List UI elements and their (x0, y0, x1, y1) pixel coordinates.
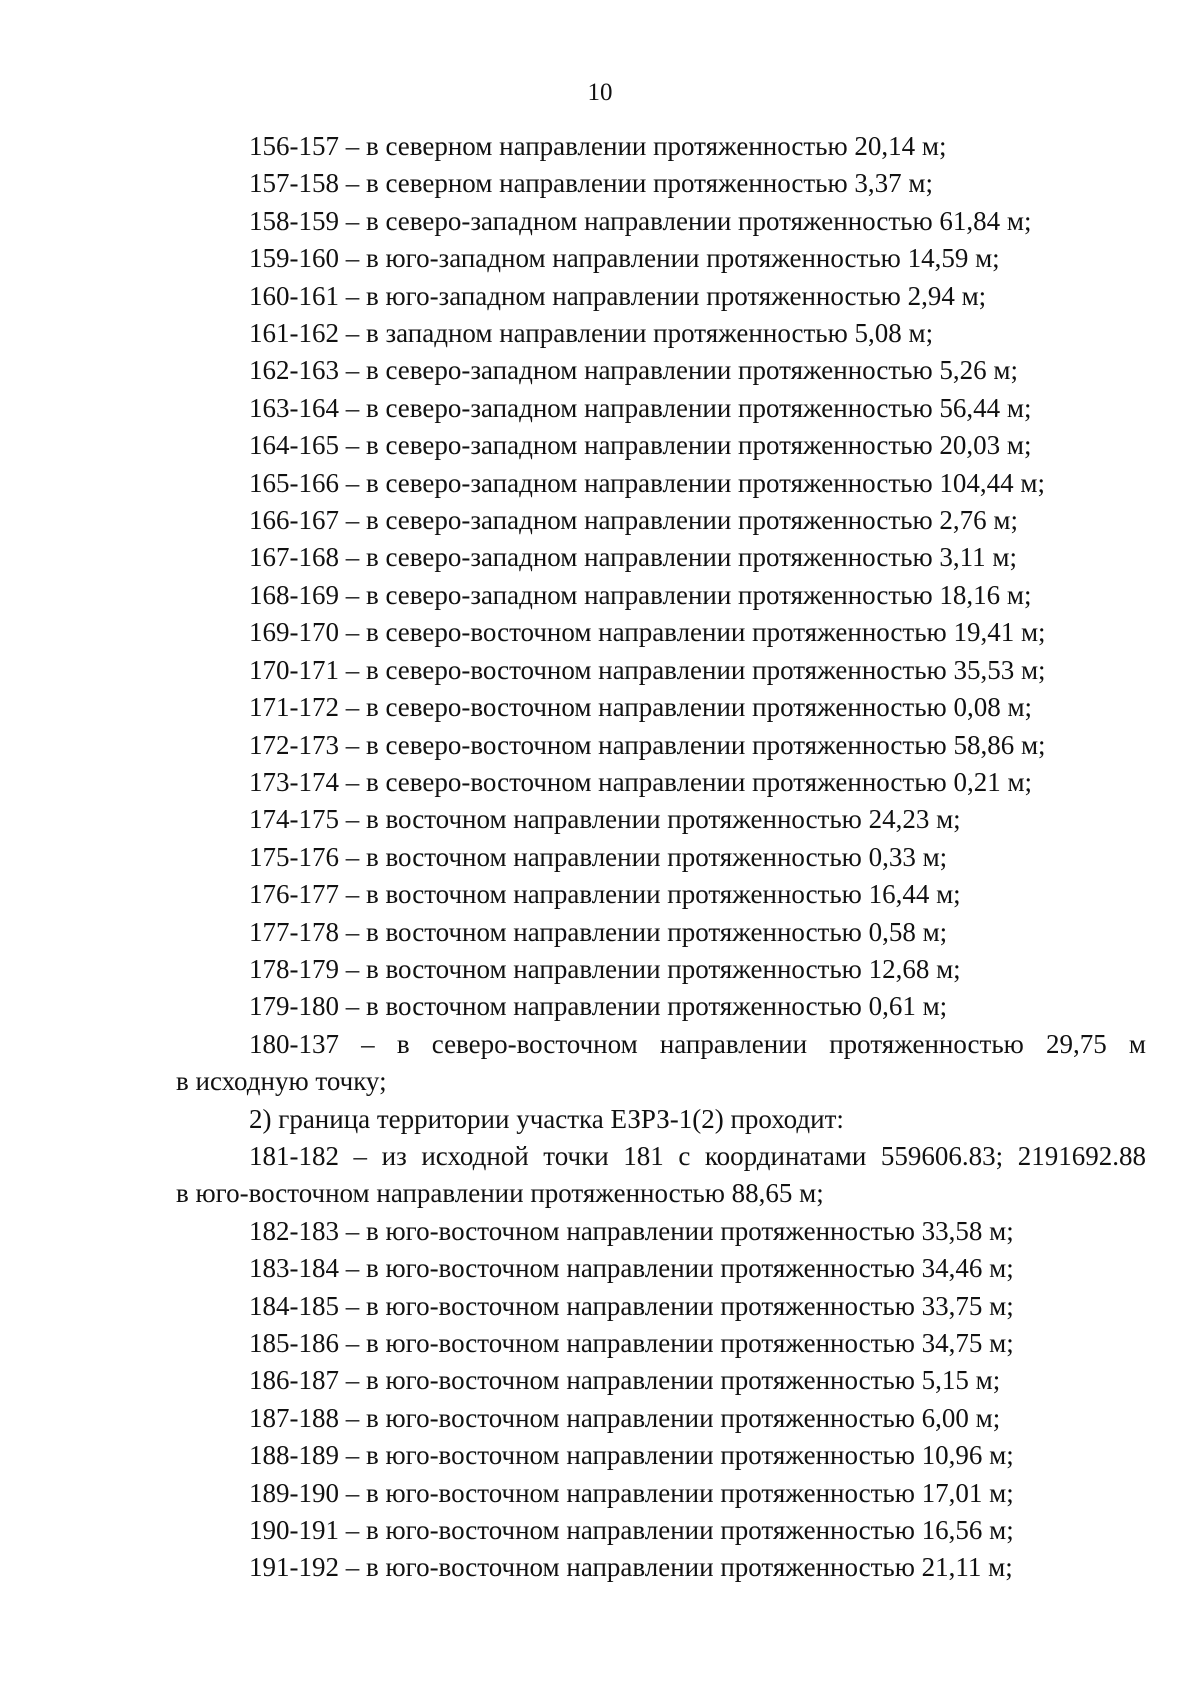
boundary-line-158-159: 158-159 – в северо-западном направлении протяженностью 61,84 м; (249, 205, 1032, 236)
boundary-line-188-189: 188-189 – в юго-восточном направлении протяженностью 10,96 м; (249, 1440, 1014, 1471)
boundary-line-178-179: 178-179 – в восточном направлении протяженностью 12,68 м; (249, 953, 961, 984)
boundary-line-161-162: 161-162 – в западном направлении протяженностью 5,08 м; (249, 318, 934, 349)
boundary-line-190-191: 190-191 – в юго-восточном направлении протяженностью 16,56 м; (249, 1515, 1014, 1546)
boundary-line-189-190: 189-190 – в юго-восточном направлении протяженностью 17,01 м; (249, 1477, 1014, 1508)
boundary-line-168-169: 168-169 – в северо-западном направлении протяженностью 18,16 м; (249, 579, 1032, 610)
boundary-line-181-182-continuation: в юго-восточном направлении протяженностью 88,65 м; (176, 1178, 824, 1209)
boundary-line-179-180: 179-180 – в восточном направлении протяженностью 0,61 м; (249, 991, 948, 1022)
boundary-line-174-175: 174-175 – в восточном направлении протяженностью 24,23 м; (249, 804, 961, 835)
boundary-line-167-168: 167-168 – в северо-западном направлении протяженностью 3,11 м; (249, 542, 1017, 573)
boundary-line-180-137-continuation: в исходную точку; (176, 1066, 387, 1097)
boundary-line-184-185: 184-185 – в юго-восточном направлении протяженностью 33,75 м; (249, 1290, 1014, 1321)
boundary-line-160-161: 160-161 – в юго-западном направлении протяженностью 2,94 м; (249, 280, 987, 311)
boundary-line-159-160: 159-160 – в юго-западном направлении протяженностью 14,59 м; (249, 243, 1000, 274)
boundary-line-183-184: 183-184 – в юго-восточном направлении протяженностью 34,46 м; (249, 1253, 1014, 1284)
boundary-line-186-187: 186-187 – в юго-восточном направлении протяженностью 5,15 м; (249, 1365, 1001, 1396)
boundary-line-165-166: 165-166 – в северо-западном направлении протяженностью 104,44 м; (249, 467, 1045, 498)
boundary-line-187-188: 187-188 – в юго-восточном направлении протяженностью 6,00 м; (249, 1402, 1001, 1433)
boundary-line-170-171: 170-171 – в северо-восточном направлении протяженностью 35,53 м; (249, 654, 1046, 685)
boundary-line-180-137: 180-137 – в северо-восточном направлении протяженностью 29,75 м (249, 1028, 1146, 1059)
boundary-line-164-165: 164-165 – в северо-западном направлении протяженностью 20,03 м; (249, 430, 1032, 461)
section-heading-ezrz-1-2: 2) граница территории участка ЕЗРЗ-1(2) проходит: (249, 1103, 844, 1134)
boundary-line-191-192: 191-192 – в юго-восточном направлении протяженностью 21,11 м; (249, 1552, 1013, 1583)
boundary-line-162-163: 162-163 – в северо-западном направлении протяженностью 5,26 м; (249, 355, 1018, 386)
boundary-line-171-172: 171-172 – в северо-восточном направлении протяженностью 0,08 м; (249, 692, 1033, 723)
document-body (176, 128, 1146, 1587)
boundary-line-163-164: 163-164 – в северо-западном направлении протяженностью 56,44 м; (249, 392, 1032, 423)
boundary-line-156-157: 156-157 – в северном направлении протяженностью 20,14 м; (249, 131, 947, 161)
boundary-line-176-177: 176-177 – в восточном направлении протяженностью 16,44 м; (249, 879, 961, 910)
boundary-line-182-183: 182-183 – в юго-восточном направлении протяженностью 33,58 м; (249, 1215, 1014, 1246)
page-number: 10 (587, 79, 613, 106)
boundary-line-181-182: 181-182 – из исходной точки 181 с координатами 559606.83; 2191692.88 (249, 1140, 1146, 1171)
boundary-line-157-158: 157-158 – в северном направлении протяженностью 3,37 м; (249, 168, 934, 199)
boundary-line-173-174: 173-174 – в северо-восточном направлении протяженностью 0,21 м; (249, 766, 1033, 797)
boundary-line-185-186: 185-186 – в юго-восточном направлении протяженностью 34,75 м; (249, 1328, 1014, 1358)
boundary-line-175-176: 175-176 – в восточном направлении протяженностью 0,33 м; (249, 841, 948, 872)
boundary-line-172-173: 172-173 – в северо-восточном направлении протяженностью 58,86 м; (249, 729, 1046, 760)
boundary-line-169-170: 169-170 – в северо-восточном направлении протяженностью 19,41 м; (249, 617, 1046, 648)
boundary-line-166-167: 166-167 – в северо-западном направлении протяженностью 2,76 м; (249, 505, 1018, 536)
boundary-line-177-178: 177-178 – в восточном направлении протяженностью 0,58 м; (249, 916, 948, 947)
